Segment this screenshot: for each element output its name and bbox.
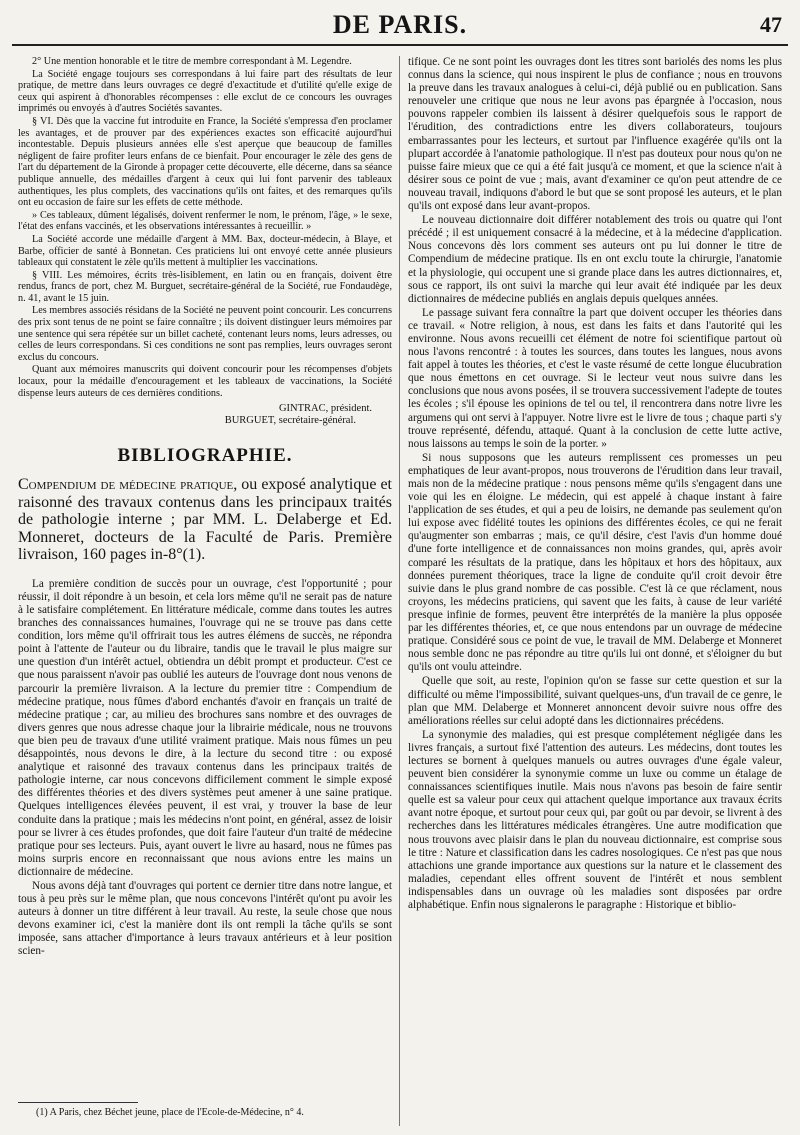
book-title xyxy=(18,476,392,564)
paragraph: Nous avons déjà tant d'ouvrages qui portent ce dernier titre dans notre langue, et tous à peu près sur le même plan, que nous concevons l'intérêt qu'ont pu avoir les auteurs à donner un titre différent à leur travail. Au reste, la seule chose que nous devons examiner ici, c'est la manière dont ils ont rempli la tâche qu'ils se sont imposée, sans attacher d'importance à leurs travaux antérieurs et à leur position scien- xyxy=(18,879,392,958)
footnote: (1) A Paris, chez Béchet jeune, place de l'Ecole-de-Médecine, n° 4. xyxy=(36,1107,304,1118)
paragraph: » Ces tableaux, dûment légalisés, doivent renfermer le nom, le prénom, l'âge, » le sexe, l'état des enfans vaccinés, et les observations intéressantes à recueillir. » xyxy=(18,209,392,233)
paragraph: La première condition de succès pour un ouvrage, c'est l'opportunité ; pour réussir, il doit répondre à un besoin, et cela lors même qu'il ne serait pas de nature à le satisfaire complétement. En littérature médicale, comme dans toutes les autres branches des connaissances humaines, l'ouvrage qui ne se trouve pas dans cette condition, lors même qu'il offrirait tous les autres élémens de succès, ne répondra point à l'attente de l'auteur ou du libraire, tandis que le travail le plus maigre sur une question d'un intérêt actuel, obtiendra un débit prompt et producteur. C'est ce que nous paraissent n'avoir pas oublié les auteurs de l'ouvrage dont nous venons de parcourir la première livraison. A la lecture du premier titre : Compendium de médecine pratique, nous fûmes d'abord enchantés d'avoir en français un traité de médecine pratique ; car, au milieu des brochures sans nombre et des ouvrages de divers genres que nous adresse chaque jour la librairie médicale, nous ne trouvons que bien peu de travaux d'une utilité vraiment pratique. Mais nous fûmes un peu désappointés, nous devons le dire, à la lecture du second titre : ou exposé analytique et raisonné des travaux contenus dans les principaux traités de pathologie interne, car nous concevons difficilement comment le simple exposé des différentes théories et des divers systèmes peut amener à une saine pratique. Quelques intelligences élevées peuvent, il est vrai, y trouver la base de leur conduite dans la pratique ; mais les médecins n'ont point, en général, assez de loisir pour se livrer à ces études profondes, que doit faire l'auteur d'un traité de médecine pratique pour ses lecteurs. Puis, ayant ouvert le livre au hasard, nous ne fûmes pas moins surpris encore en reconnaissant que nous avions entre les mains un dictionnaire de médecine. xyxy=(18,577,392,878)
paragraph: Quant aux mémoires manuscrits qui doivent concourir pour les récompenses d'objets locaux, pour la médaille d'encouragement et les tableaux de vaccinations, la Société dispense leurs auteurs de ces dernières conditions. xyxy=(18,364,392,399)
paragraph: La Société engage toujours ses correspondans à lui faire part des résultats de leur pratique, de mettre dans leurs ouvrages ce degré d'exactitude et d'utilité qu'elle exige de ceux qui aspirent à d'honorables récompenses : elle exclut de ce concours les ouvrages imprimés ou envoyés à d'autres Sociétés savantes. xyxy=(18,68,392,115)
paragraph: Quelle que soit, au reste, l'opinion qu'on se fasse sur cette question et sur la difficulté ou même l'impossibilité, suivant quelques-uns, d'un travail de ce genre, le plan que MM. Delaberge et Monneret annoncent devoir suivre nous offre des améliorations réelles sur celui adopté dans les dictionnaires précédens. xyxy=(408,675,782,727)
paragraph: tifique. Ce ne sont point les ouvrages dont les titres sont bariolés des noms les plus connus dans la science, qui nous inspirent le plus de confiance ; nous en trouvons la preuve dans les travaux analogues à celui-ci, déjà publié ou en publication. Sans renouveler une critique que nous ne leur avons pas épargnée à l'occasion, nous pouvons rappeler combien ils laissent à désirer quelquefois sous le rapport de l'érudition, des contradictions entre les divers collaborateurs, toujours embarrassantes pour les lecteurs, et surtout par l'influence exagérée qu'ils ont la plupart accordée à l'anatomie pathologique. Il n'est pas douteux pour nous qu'on ne puisse faire mieux que ce qui a été fait jusqu'à ce moment, et que la science n'ait à désirer sous ce point de vue ; mais, avant d'examiner ce qu'on peut attendre de ce nouveau travail, indiquons d'abord le but que se sont proposé les auteurs, et le plan qu'ils ont exposé dans leur avant-propos. xyxy=(408,56,782,213)
left-column xyxy=(18,56,392,1101)
paragraph: Le passage suivant fera connaître la part que doivent occuper les théories dans ce travail. « Notre religion, à nous, est dans les faits et dans l'autorité qui les environne. Nous avons recueilli cet élément de notre foi scientifique partout où nous l'avons rencontré : à toutes les sources, dans toutes les langues, nous avons fait appel à toutes les théories, et c'est le vaste résumé de cette longue élucubration que nous émettons en cet ouvrage. Si le lecteur veut nous suivre dans les conclusions que nous avons posées, il se trouvera successivement l'adepte de toutes les écoles ; s'il épouse les opinions de tel ou tel, il rencontrera dans notre livre les argumens qui ont servi à l'appuyer. Notre livre est le livre de tous ; chaque parti s'y trouve représenté, défendu, attaqué. Quant à la conclusion de cette lutte active, nous laissons au temps le soin de la porter. » xyxy=(408,306,782,450)
paragraph: 2° Une mention honorable et le titre de membre correspondant à M. Legendre. xyxy=(32,56,352,67)
book-title-rest: ou exposé analytique et raisonné des travaux contenus dans les principaux traités de pathologie interne ; par MM. L. Delaberge et Ed. Monneret, docteurs de la Faculté de Paris. Première livraison, 160 pages in-8°(1). xyxy=(18,476,392,564)
paragraph: Si nous supposons que les auteurs remplissent ces promesses un peu emphatiques de leur avant-propos, nous trouverons de l'érudition dans leur travail, mais non de la médecine pratique : nous pensons même qu'ils s'engagent dans une voie qui les en éloigne. Le médecin, qui est appelé à chaque instant à faire l'application de ses études, et qui a peu de loisirs, ne demande pas seulement qu'on lui expose avec fidélité toutes les opinions des différentes écoles, ce qui ne ferait qu'augmenter son embarras ; mais, ce qu'il désire, c'est l'avis d'un homme doué d'une forte intelligence et de connaissances non moins grandes, qui, après avoir comparé les résultats de la pratique, dans les hôpitaux et hors des hôpitaux, aux données purement théoriques, trace la ligne de conduite qu'il croit devoir être suivie dans le plus grand nombre de cas possible. C'est là ce que réclament, nous croyons, les médecins praticiens, qui savent que les faits, à cause de leur variété presque infinie de formes, peuvent être interprétés de la manière la plus opposée par les différentes théories, et, ce que nous entendons par un ouvrage de médecine pratique. Considéré sous ce point de vue, le travail de MM. Delaberge et Monneret nous semble donc ne pas répondre au titre qu'ils lui ont donné, et s'éloigner du but qu'ils ont voulu atteindre. xyxy=(408,451,782,674)
right-column xyxy=(408,56,782,1131)
footnote-rule xyxy=(18,1102,138,1103)
paragraph: Le nouveau dictionnaire doit différer notablement des trois ou quatre qui l'ont précédé ; il est uniquement consacré à la médecine, et à la médecine d'application. Nous concevons dès lors comment ses auteurs ont pu lui donner le titre de Compendium de médecine pratique. Ils en ont exclu toute la chirurgie, l'anatomie et la physiologie, qui occupent une si grande place dans les autres dictionnaires, et, sous ce rapport, ils ont suivi la marche qui leur avait été indiquée par les deux dictionnaires de médecine publiés en anglais depuis quelques années. xyxy=(408,214,782,305)
book-title-main: Compendium de médecine pratique, xyxy=(18,476,238,494)
paragraph: La Société accorde une médaille d'argent à MM. Bax, docteur-médecin, à Blaye, et Barbe, officier de santé à Bonnetan. Ces praticiens lui ont envoyé cette année plusieurs tableaux qui constatent le zèle qu'ils mettent à multiplier les vaccinations. xyxy=(18,233,392,269)
paragraph: § VIII. Les mémoires, écrits très-lisiblement, en latin ou en français, doivent être rendus, francs de port, chez M. Burguet, secrétaire-général de la Société, rue Fondaudège, n. 41, avant le 15 juin. xyxy=(18,269,392,304)
paragraph: La synonymie des maladies, qui est presque complétement négligée dans les livres français, a surtout fixé l'attention des auteurs. Les médecins, dont toutes les lectures se bornent à quelques manuels ou autres ouvrages d'une égale valeur, peuvent bien considérer la synonymie comme un luxe ou comme un étalage de connaissances scientifiques inutile. Mais nous n'avons pas besoin de faire sentir quelle est sa valeur pour ceux qui attachent quelque importance aux travaux écrits avant notre époque, et surtout pour ceux qui, par goût ou par devoir, se livrent à des recherches dans les littératures médicales étrangères. Une autre modification que nous trouvons avec plaisir dans le plan du nouveau dictionnaire, est comprise sous le titre : Nature et classification dans les cadres nosologiques. Ce n'est pas que nous attachions une grande importance aux questions sur la nature et le classement des maladies, cependant elles offrent souvent de l'intérêt et nous semblent indispensables dans un ouvrage où les maladies sont disposées par ordre alphabétique. Enfin nous signalerons le paragraphe : Historique et biblio- xyxy=(408,728,782,911)
signature-secretary: BURGUET, secrétaire-général. xyxy=(224,415,356,427)
running-title: DE PARIS. xyxy=(332,10,468,39)
paragraph: Les membres associés résidans de la Société ne peuvent point concourir. Les concurrens des prix sont tenus de ne point se faire connaître ; ils doivent distinguer leurs mémoires par une sentence qui sera répétée sur un billet cacheté, contenant leurs noms, leurs adresses, ou celles de leurs correspondans. Si ces conditions ne sont pas remplies, leurs ouvrages seront exclus du concours. xyxy=(18,305,392,363)
paragraph: § VI. Dès que la vaccine fut introduite en France, la Société s'empressa d'en proclamer les avantages, et de prouver par des expériences exactes son efficacité aujourd'hui incontestable. Depuis plusieurs années elle s'est aperçue que beaucoup de familles négligent de faire profiter leurs enfans de ce bienfait. Pour encourager le zèle des gens de l'art du département de la Gironde à propager cette découverte, elle décerne, dans sa séance publique annuelle, des médailles d'argent à ceux qui lui font parvenir des tableaux authentiques, les plus complets, des vaccinations qu'ils ont faites, et des remarques qu'ils ont eu occasion de faire sur les effets de cette méthode. xyxy=(18,115,392,209)
signature-president: GINTRAC, président. xyxy=(278,403,372,415)
page-number: 47 xyxy=(760,12,782,37)
column-divider xyxy=(399,56,400,1126)
page-header xyxy=(12,10,788,46)
section-heading: BIBLIOGRAPHIE. xyxy=(117,445,293,467)
